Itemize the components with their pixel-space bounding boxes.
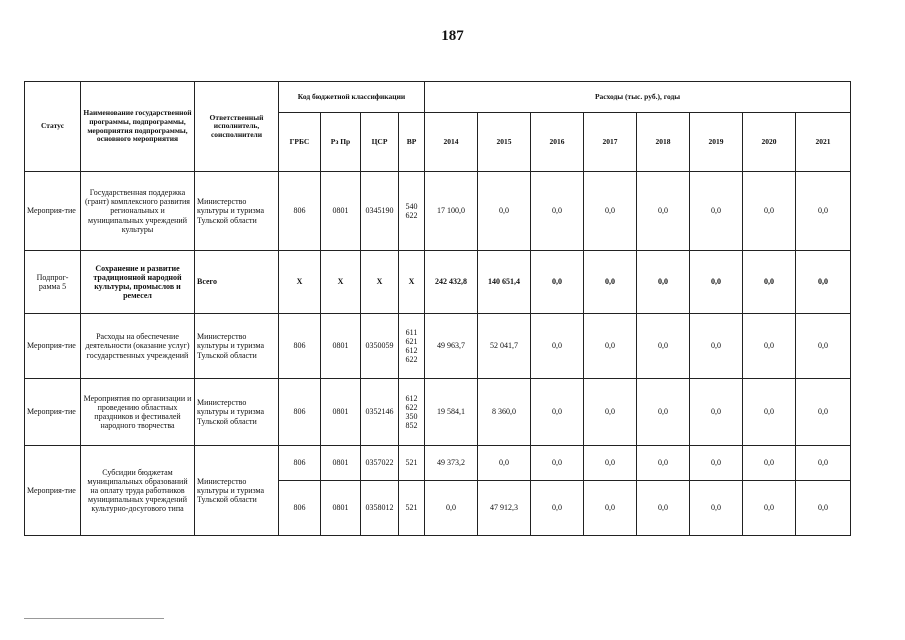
footnote-rule (24, 618, 164, 619)
value-cell: 0,0 (531, 481, 584, 536)
rzpr-cell: 0801 (321, 172, 361, 251)
value-cell: 0,0 (637, 379, 690, 446)
grbs-cell: 806 (279, 172, 321, 251)
value-cell: 0,0 (796, 379, 851, 446)
header-status: Статус (25, 82, 81, 172)
executor-cell: Министерство культуры и туризма Тульской области (195, 379, 279, 446)
table-row (25, 251, 851, 314)
page-number: 187 (441, 28, 464, 44)
value-cell: 0,0 (584, 481, 637, 536)
status-cell: Мероприя-тие (25, 446, 81, 536)
value-cell: 0,0 (531, 251, 584, 314)
grbs-cell: 806 (279, 379, 321, 446)
rzpr-cell: Х (321, 251, 361, 314)
name-cell: Государственная поддержка (грант) комплексного развития региональных и муниципальных учреждений культуры (81, 172, 195, 251)
header-executor: Ответственный исполнитель, соисполнители (195, 82, 279, 172)
status-cell: Мероприя-тие (25, 314, 81, 379)
value-cell: 0,0 (796, 251, 851, 314)
executor-cell: Министерство культуры и туризма Тульской области (195, 446, 279, 536)
status-cell: Мероприя-тие (25, 379, 81, 446)
value-cell: 0,0 (743, 379, 796, 446)
name-cell: Расходы на обеспечение деятельности (оказание услуг) государственных учреждений (81, 314, 195, 379)
header-year: 2021 (796, 113, 851, 172)
value-cell: 140 651,4 (478, 251, 531, 314)
status-cell: Мероприя-тие (25, 172, 81, 251)
value-cell: 0,0 (743, 481, 796, 536)
value-cell: 0,0 (584, 314, 637, 379)
value-cell: 0,0 (637, 314, 690, 379)
rzpr-cell: 0801 (321, 379, 361, 446)
rzpr-cell: 0801 (321, 481, 361, 536)
value-cell: 0,0 (637, 446, 690, 481)
value-cell: 49 373,2 (425, 446, 478, 481)
vr-cell: 521 (399, 446, 425, 481)
grbs-cell: 806 (279, 446, 321, 481)
table-row (25, 172, 851, 251)
csr-cell: 0357022 (361, 446, 399, 481)
value-cell: 0,0 (531, 379, 584, 446)
status-cell: Подпрог-рамма 5 (25, 251, 81, 314)
value-cell: 0,0 (637, 251, 690, 314)
value-cell: 0,0 (690, 379, 743, 446)
value-cell: 0,0 (796, 314, 851, 379)
csr-cell: 0350059 (361, 314, 399, 379)
value-cell: 0,0 (531, 314, 584, 379)
value-cell: 0,0 (690, 481, 743, 536)
value-cell: 49 963,7 (425, 314, 478, 379)
value-cell: 242 432,8 (425, 251, 478, 314)
value-cell: 0,0 (584, 172, 637, 251)
value-cell: 0,0 (690, 314, 743, 379)
csr-cell: 0352146 (361, 379, 399, 446)
name-cell: Мероприятия по организации и проведению областных праздников и фестивалей народного творчества (81, 379, 195, 446)
header-year: 2019 (690, 113, 743, 172)
header-vr: ВР (399, 113, 425, 172)
value-cell: 0,0 (743, 446, 796, 481)
table-row (25, 314, 851, 379)
executor-cell: Всего (195, 251, 279, 314)
budget-table (24, 81, 851, 536)
value-cell: 0,0 (743, 172, 796, 251)
grbs-cell: 806 (279, 314, 321, 379)
vr-cell: Х (399, 251, 425, 314)
csr-cell: 0345190 (361, 172, 399, 251)
value-cell: 0,0 (478, 446, 531, 481)
executor-cell: Министерство культуры и туризма Тульской области (195, 314, 279, 379)
header-grbs: ГРБС (279, 113, 321, 172)
header-rzpr: Рз Пр (321, 113, 361, 172)
value-cell: 0,0 (690, 251, 743, 314)
value-cell: 0,0 (478, 172, 531, 251)
vr-cell: 521 (399, 481, 425, 536)
header-year: 2016 (531, 113, 584, 172)
value-cell: 8 360,0 (478, 379, 531, 446)
csr-cell: 0358012 (361, 481, 399, 536)
header-year: 2017 (584, 113, 637, 172)
value-cell: 0,0 (637, 481, 690, 536)
value-cell: 0,0 (796, 446, 851, 481)
header-name: Наименование государственной программы, подпрограммы, мероприятия подпрограммы, основного мероприятия (81, 82, 195, 172)
header-year: 2018 (637, 113, 690, 172)
value-cell: 0,0 (637, 172, 690, 251)
rzpr-cell: 0801 (321, 314, 361, 379)
grbs-cell: 806 (279, 481, 321, 536)
vr-cell: 611 621 612 622 (399, 314, 425, 379)
rzpr-cell: 0801 (321, 446, 361, 481)
value-cell: 47 912,3 (478, 481, 531, 536)
value-cell: 19 584,1 (425, 379, 478, 446)
value-cell: 0,0 (584, 446, 637, 481)
value-cell: 0,0 (584, 251, 637, 314)
value-cell: 0,0 (743, 314, 796, 379)
value-cell: 0,0 (531, 172, 584, 251)
header-expenses: Расходы (тыс. руб.), годы (425, 82, 851, 113)
header-year: 2020 (743, 113, 796, 172)
name-cell: Субсидии бюджетам муниципальных образований на оплату труда работников муниципальных учреждений культурно-досугового типа (81, 446, 195, 536)
value-cell: 0,0 (796, 172, 851, 251)
csr-cell: Х (361, 251, 399, 314)
value-cell: 0,0 (796, 481, 851, 536)
grbs-cell: Х (279, 251, 321, 314)
header-year: 2015 (478, 113, 531, 172)
value-cell: 52 041,7 (478, 314, 531, 379)
value-cell: 0,0 (531, 446, 584, 481)
value-cell: 0,0 (690, 172, 743, 251)
executor-cell: Министерство культуры и туризма Тульской области (195, 172, 279, 251)
value-cell: 0,0 (584, 379, 637, 446)
table-row (25, 446, 851, 481)
table-row (25, 379, 851, 446)
header-year: 2014 (425, 113, 478, 172)
vr-cell: 612 622 350 852 (399, 379, 425, 446)
header-csr: ЦСР (361, 113, 399, 172)
value-cell: 0,0 (690, 446, 743, 481)
vr-cell: 540 622 (399, 172, 425, 251)
header-budget-code: Код бюджетной классификации (279, 82, 425, 113)
name-cell: Сохранение и развитие традиционной народной культуры, промыслов и ремесел (81, 251, 195, 314)
value-cell: 0,0 (743, 251, 796, 314)
value-cell: 17 100,0 (425, 172, 478, 251)
value-cell: 0,0 (425, 481, 478, 536)
